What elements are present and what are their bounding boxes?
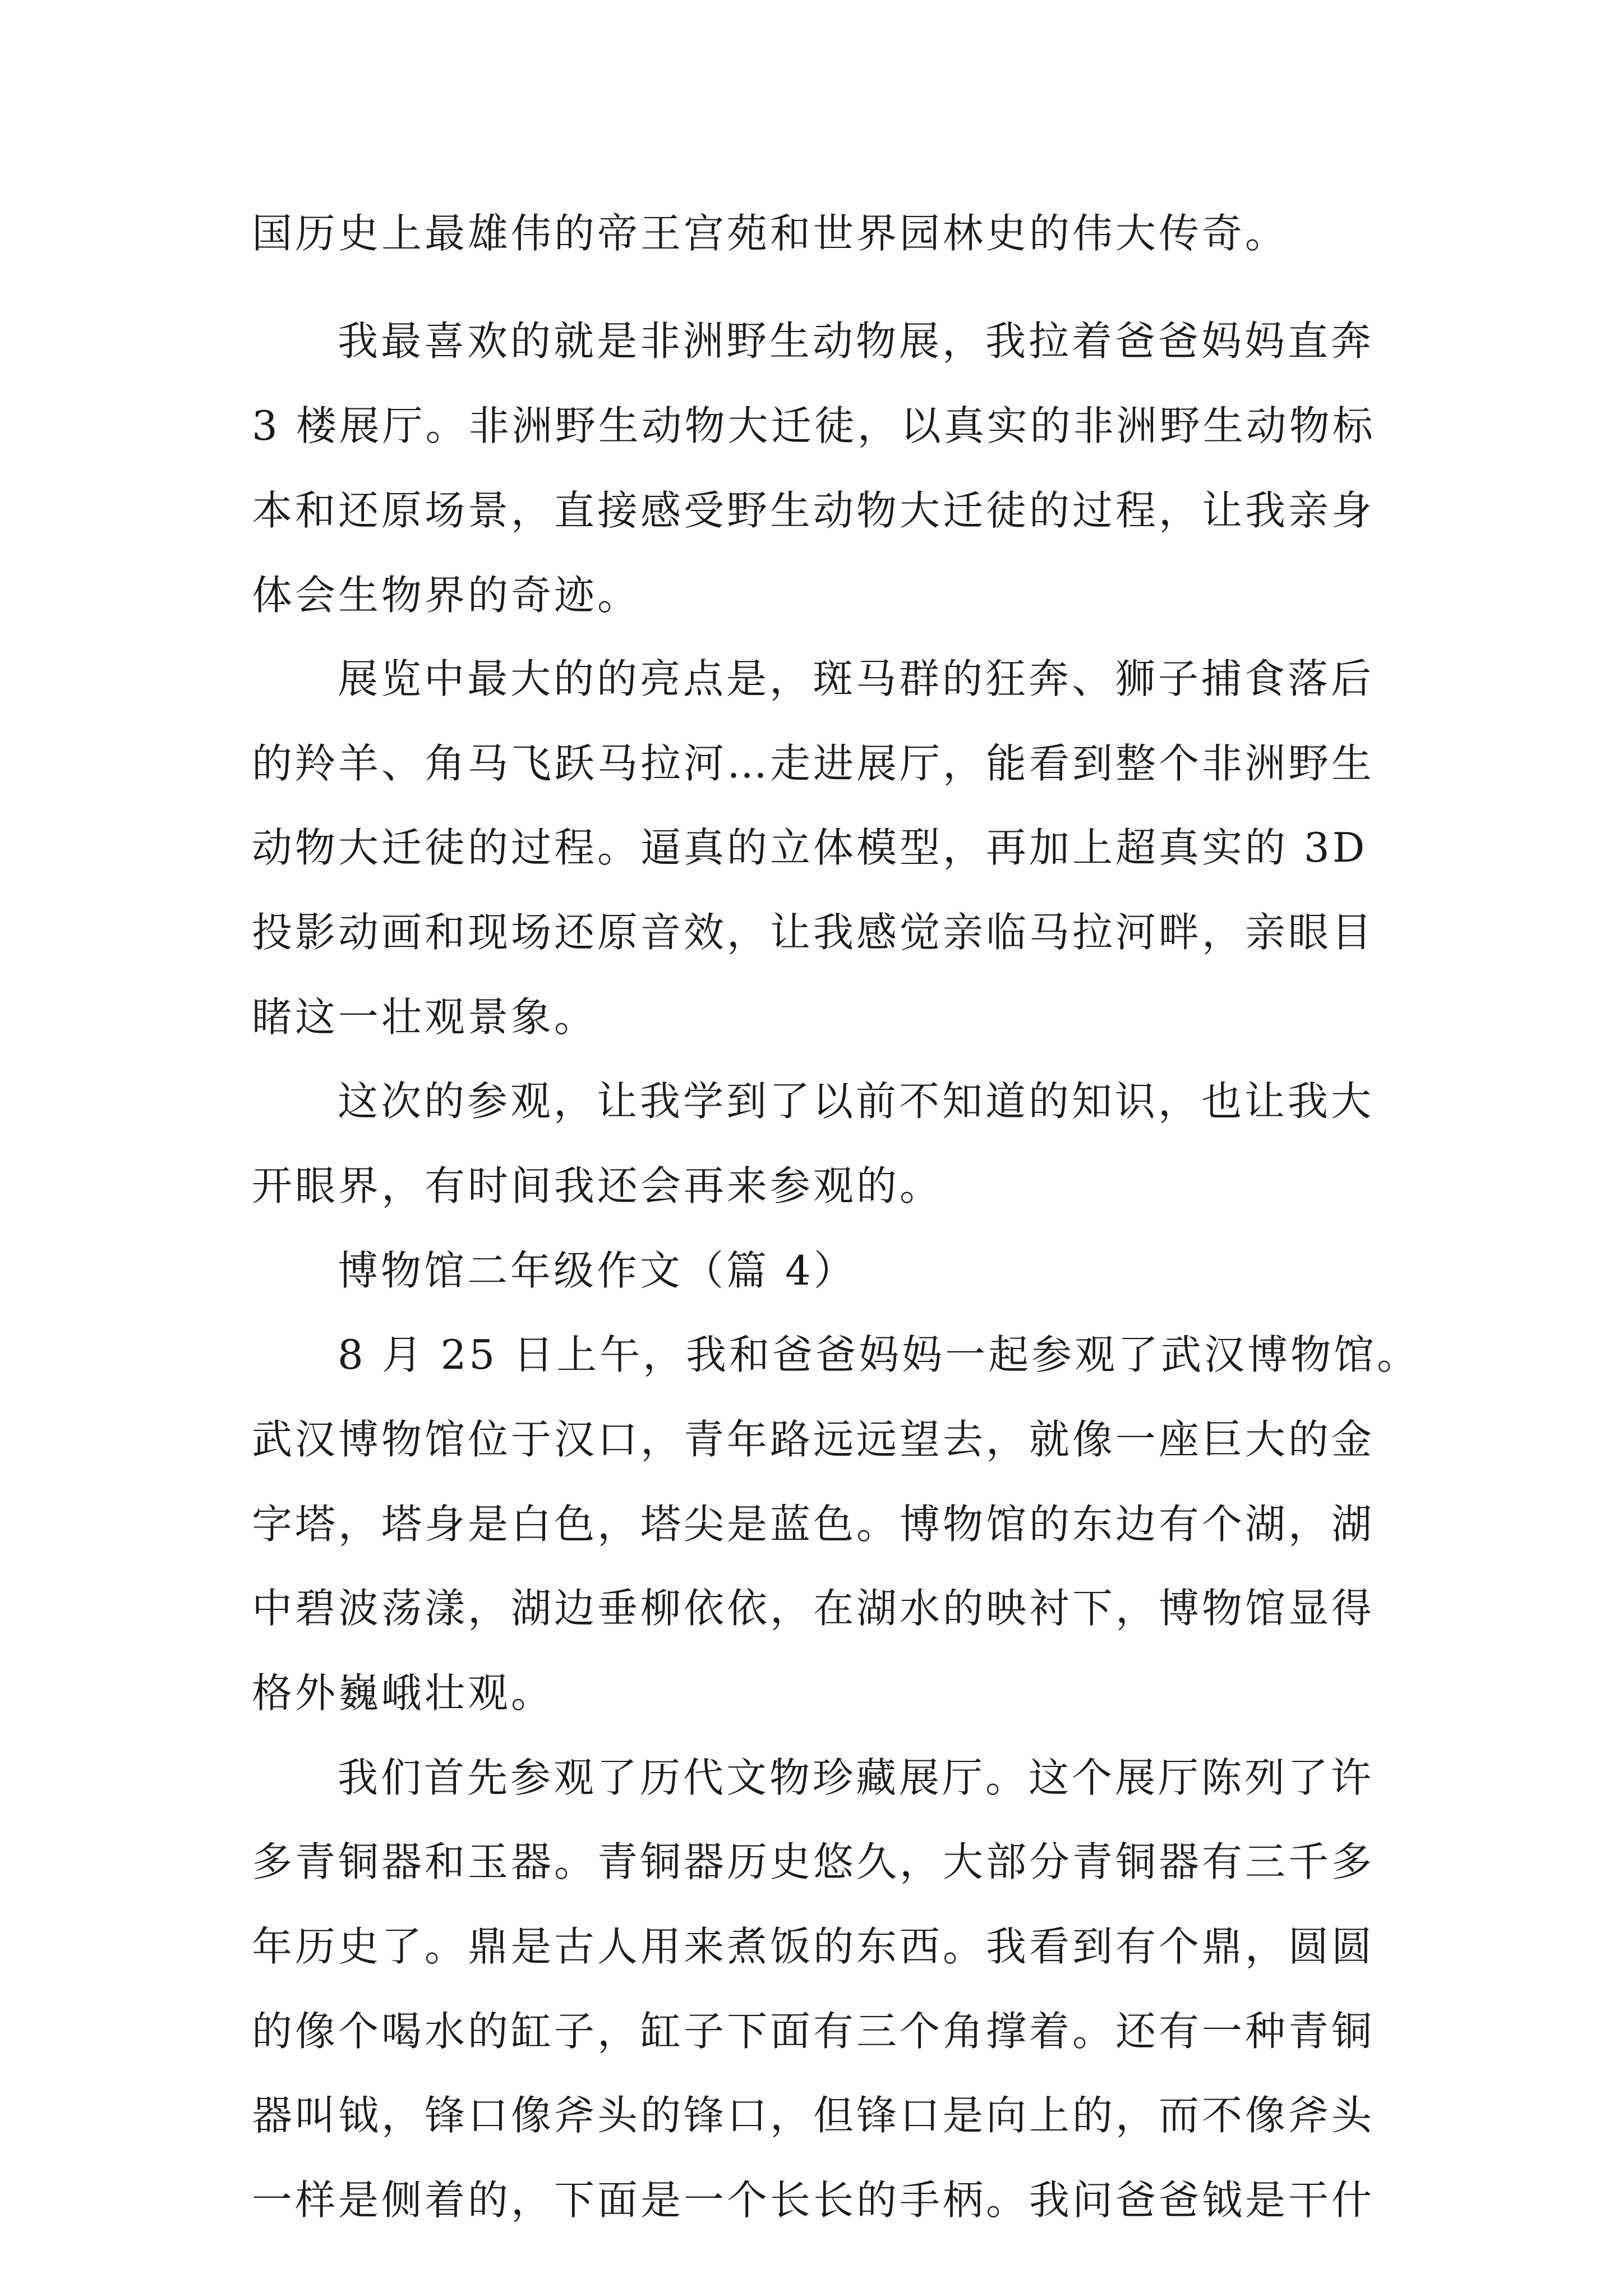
text-line: 的羚羊、角马飞跃马拉河…走进展厅，能看到整个非洲野生: [252, 740, 1375, 787]
text-line: 投影动画和现场还原音效，让我感觉亲临马拉河畔，亲眼目: [252, 909, 1375, 956]
text-line: 武汉博物馆位于汉口，青年路远远望去，就像一座巨大的金: [252, 1416, 1375, 1463]
text-line: 睹这一壮观景象。: [252, 993, 598, 1041]
text-line: 一样是侧着的，下面是一个长长的手柄。我问爸爸钺是干什: [252, 2177, 1375, 2224]
text-line: 国历史上最雄伟的帝王宫苑和世界园林史的伟大传奇。: [252, 210, 1289, 257]
text-line: 的像个喝水的缸子，缸子下面有三个角撑着。还有一种青铜: [252, 2008, 1375, 2055]
text-line: 中碧波荡漾，湖边垂柳依依，在湖水的映衬下，博物馆显得: [252, 1585, 1375, 1632]
paragraph-first-line: 展览中最大的的亮点是，斑马群的狂奔、狮子捕食落后: [338, 655, 1375, 702]
text-line: 多青铜器和玉器。青铜器历史悠久，大部分青铜器有三千多: [252, 1838, 1375, 1885]
paragraph-first-line: 我最喜欢的就是非洲野生动物展，我拉着爸爸妈妈直奔: [338, 318, 1375, 365]
paragraph-first-line: 8 月 25 日上午，我和爸爸妈妈一起参观了武汉博物馆。: [338, 1331, 1421, 1378]
text-line: 动物大迁徒的过程。逼真的立体模型，再加上超真实的 3D: [252, 824, 1368, 871]
text-line: 字塔，塔身是白色，塔尖是蓝色。博物馆的东边有个湖，湖: [252, 1501, 1375, 1548]
section-heading: 博物馆二年级作文（篇 4）: [338, 1247, 857, 1294]
text-line: 本和还原场景，直接感受野生动物大迁徒的过程，让我亲身: [252, 487, 1375, 534]
paragraph-first-line: 我们首先参观了历代文物珍藏展厅。这个展厅陈列了许: [338, 1754, 1375, 1801]
text-line: 体会生物界的奇迹。: [252, 572, 641, 619]
text-line: 年历史了。鼎是古人用来煮饭的东西。我看到有个鼎，圆圆: [252, 1923, 1375, 1970]
text-line: 器叫钺，锋口像斧头的锋口，但锋口是向上的，而不像斧头: [252, 2092, 1375, 2139]
paragraph-first-line: 这次的参观，让我学到了以前不知道的知识，也让我大: [338, 1078, 1375, 1125]
text-line: 3 楼展厅。非洲野生动物大迁徒，以真实的非洲野生动物标: [252, 402, 1376, 449]
text-line: 格外巍峨壮观。: [252, 1669, 555, 1717]
text-line: 开眼界，有时间我还会再来参观的。: [252, 1162, 943, 1209]
